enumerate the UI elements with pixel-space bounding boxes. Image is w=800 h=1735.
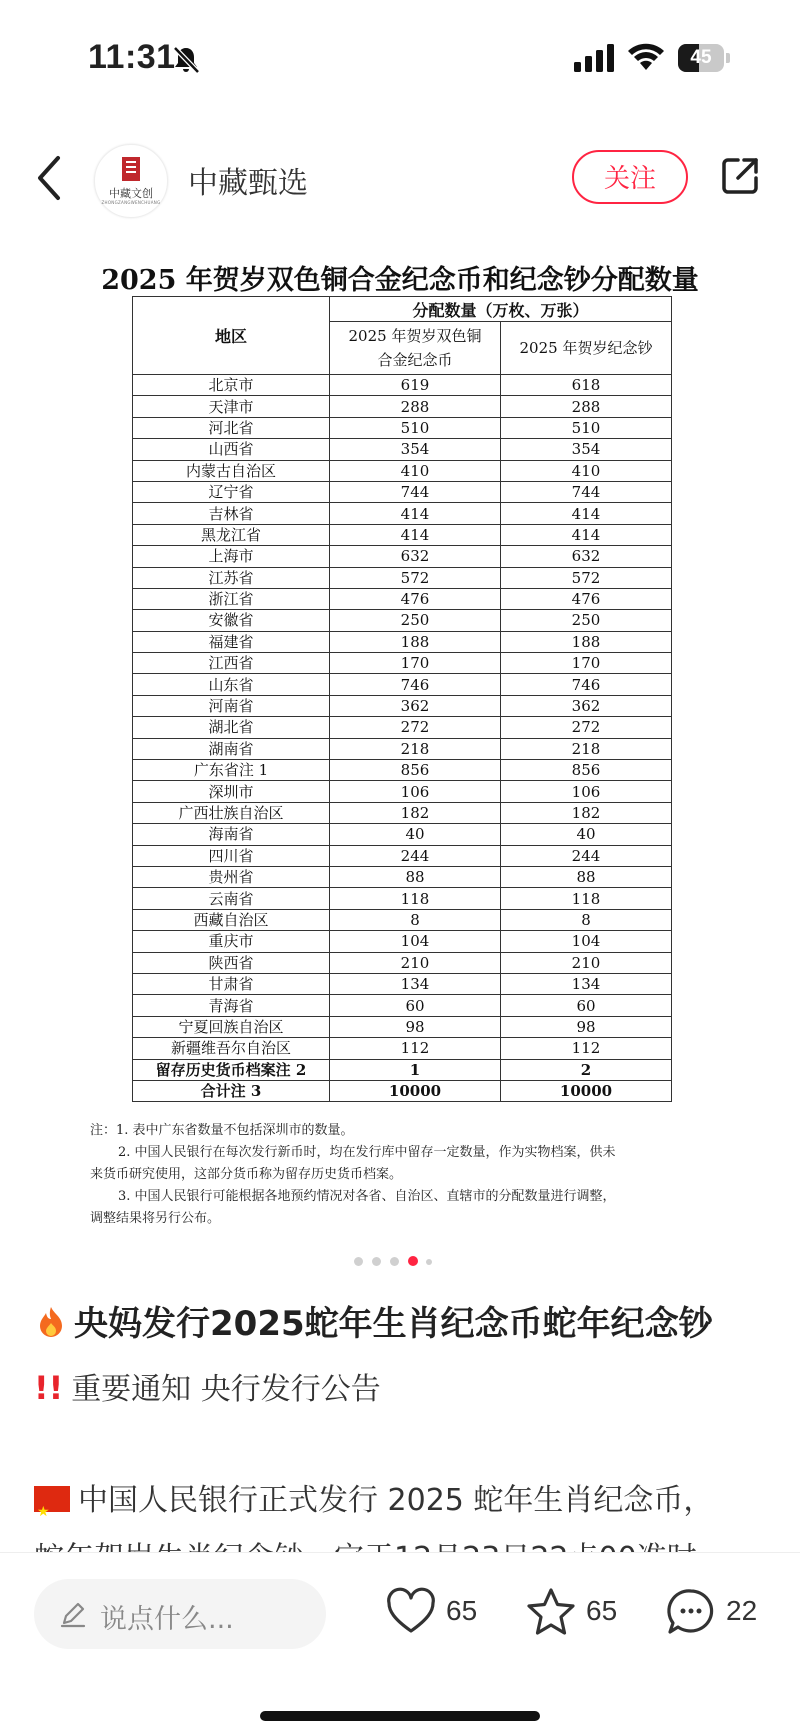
table-cell-region: 陕西省	[133, 952, 330, 973]
table-cell-note: 410	[501, 460, 672, 481]
table-row	[133, 845, 672, 866]
table-cell-coin: 98	[330, 1016, 501, 1037]
table-cell-region: 吉林省	[133, 503, 330, 524]
table-cell-region: 湖南省	[133, 738, 330, 759]
cellular-signal-icon	[574, 44, 616, 72]
table-cell-note: 112	[501, 1038, 672, 1059]
avatar-brand-text: 中藏文创	[109, 187, 153, 200]
table-cell-region: 江苏省	[133, 567, 330, 588]
table-cell-coin: 272	[330, 717, 501, 738]
table-row	[133, 931, 672, 952]
table-cell-region: 云南省	[133, 888, 330, 909]
pencil-icon	[58, 1599, 88, 1629]
table-cell-note: 182	[501, 802, 672, 823]
table-cell-coin: 60	[330, 995, 501, 1016]
table-cell-coin: 40	[330, 824, 501, 845]
table-cell-coin: 414	[330, 524, 501, 545]
table-cell-note: 244	[501, 845, 672, 866]
comment-count: 22	[726, 1595, 758, 1626]
table-cell-region: 北京市	[133, 375, 330, 396]
table-cell-note: 288	[501, 396, 672, 417]
document-title: 2025 年贺岁双色铜合金纪念币和纪念钞分配数量	[101, 265, 699, 296]
chat-bubble-icon	[664, 1585, 718, 1639]
battery-level: 45	[690, 47, 712, 68]
table-cell-region: 贵州省	[133, 866, 330, 887]
post-body: ★中国人民银行正式发行 2025 蛇年生肖纪念币，	[34, 1472, 774, 1588]
table-cell-note: 414	[501, 524, 672, 545]
table-row	[133, 995, 672, 1016]
table-cell-coin: 744	[330, 481, 501, 502]
allocation-table	[132, 296, 672, 1102]
table-cell-region: 上海市	[133, 546, 330, 567]
table-cell-coin: 619	[330, 375, 501, 396]
table-row	[133, 952, 672, 973]
table-row	[133, 781, 672, 802]
table-cell-note: 170	[501, 653, 672, 674]
table-row	[133, 802, 672, 823]
table-cell-note: 188	[501, 631, 672, 652]
table-cell-region: 留存历史货币档案注 2	[133, 1059, 330, 1080]
table-cell-coin: 10000	[330, 1080, 501, 1101]
table-cell-note: 572	[501, 567, 672, 588]
column-header-note: 2025 年贺岁纪念钞	[501, 322, 672, 375]
table-cell-region: 浙江省	[133, 588, 330, 609]
heart-icon	[384, 1585, 438, 1639]
carousel-dot	[408, 1256, 418, 1266]
table-cell-region: 重庆市	[133, 931, 330, 952]
table-cell-note: 510	[501, 417, 672, 438]
table-cell-region: 广西壮族自治区	[133, 802, 330, 823]
status-time: 11:31	[88, 38, 176, 76]
account-name[interactable]: 中藏甄选	[188, 166, 308, 201]
follow-button[interactable]: 关注	[572, 150, 688, 204]
table-cell-region: 辽宁省	[133, 481, 330, 502]
account-avatar[interactable]	[94, 144, 168, 218]
table-row	[133, 760, 672, 781]
table-cell-coin: 510	[330, 417, 501, 438]
table-cell-region: 内蒙古自治区	[133, 460, 330, 481]
column-header-region: 地区	[133, 297, 330, 375]
table-cell-note: 40	[501, 824, 672, 845]
table-cell-note: 414	[501, 503, 672, 524]
table-row	[133, 824, 672, 845]
table-cell-coin: 856	[330, 760, 501, 781]
table-cell-region: 福建省	[133, 631, 330, 652]
table-cell-coin: 244	[330, 845, 501, 866]
table-cell-note: 88	[501, 866, 672, 887]
china-flag-icon	[34, 1486, 70, 1512]
table-row	[133, 695, 672, 716]
table-cell-coin: 746	[330, 674, 501, 695]
table-row	[133, 653, 672, 674]
table-row	[133, 909, 672, 930]
table-row	[133, 1080, 672, 1101]
table-cell-region: 宁夏回族自治区	[133, 1016, 330, 1037]
table-row	[133, 460, 672, 481]
table-cell-region: 四川省	[133, 845, 330, 866]
table-cell-coin: 250	[330, 610, 501, 631]
document-notes	[90, 1120, 730, 1230]
post-title: 央妈发行2025蛇年生肖纪念币蛇年纪念钞	[34, 1296, 774, 1345]
table-cell-note: 210	[501, 952, 672, 973]
table-cell-coin: 182	[330, 802, 501, 823]
table-row	[133, 1016, 672, 1037]
post-subtitle: !! 重要通知 央行发行公告	[34, 1369, 381, 1407]
seal-logo-icon	[122, 157, 140, 181]
table-row	[133, 973, 672, 994]
table-cell-region: 西藏自治区	[133, 909, 330, 930]
table-cell-region: 合计注 3	[133, 1080, 330, 1101]
table-cell-note: 104	[501, 931, 672, 952]
table-row	[133, 567, 672, 588]
column-header-group: 分配数量（万枚、万张）	[330, 297, 672, 322]
carousel-dot	[372, 1257, 381, 1266]
table-cell-region: 河南省	[133, 695, 330, 716]
table-cell-note: 744	[501, 481, 672, 502]
table-cell-coin: 410	[330, 460, 501, 481]
table-cell-coin: 88	[330, 866, 501, 887]
note-line: 3. 中国人民银行可能根据各地预约情况对各省、自治区、直辖市的分配数量进行调整，	[118, 1189, 616, 1204]
table-cell-coin: 632	[330, 546, 501, 567]
table-row	[133, 610, 672, 631]
status-bar	[0, 0, 800, 120]
table-cell-note: 746	[501, 674, 672, 695]
table-cell-region: 黑龙江省	[133, 524, 330, 545]
table-cell-coin: 354	[330, 439, 501, 460]
table-cell-coin: 288	[330, 396, 501, 417]
table-cell-note: 354	[501, 439, 672, 460]
comment-placeholder: 说点什么...	[100, 1604, 234, 1635]
table-cell-region: 新疆维吾尔自治区	[133, 1038, 330, 1059]
table-cell-note: 60	[501, 995, 672, 1016]
table-cell-region: 深圳市	[133, 781, 330, 802]
table-cell-region: 甘肃省	[133, 973, 330, 994]
table-cell-region: 安徽省	[133, 610, 330, 631]
table-row	[133, 546, 672, 567]
table-cell-region: 湖北省	[133, 717, 330, 738]
table-cell-note: 618	[501, 375, 672, 396]
table-cell-coin: 210	[330, 952, 501, 973]
table-row	[133, 866, 672, 887]
table-cell-note: 106	[501, 781, 672, 802]
table-cell-note: 2	[501, 1059, 672, 1080]
table-cell-coin: 8	[330, 909, 501, 930]
table-cell-coin: 476	[330, 588, 501, 609]
table-row	[133, 481, 672, 502]
table-row	[133, 524, 672, 545]
table-cell-note: 10000	[501, 1080, 672, 1101]
table-cell-region: 山东省	[133, 674, 330, 695]
table-cell-coin: 572	[330, 567, 501, 588]
carousel-dot	[354, 1257, 363, 1266]
table-row	[133, 417, 672, 438]
table-cell-note: 476	[501, 588, 672, 609]
table-cell-note: 98	[501, 1016, 672, 1037]
table-row	[133, 674, 672, 695]
bell-muted-icon	[170, 44, 202, 76]
table-cell-region: 天津市	[133, 396, 330, 417]
table-row	[133, 588, 672, 609]
post-header	[0, 130, 800, 230]
star-icon	[524, 1585, 578, 1639]
table-cell-region: 江西省	[133, 653, 330, 674]
table-cell-note: 118	[501, 888, 672, 909]
table-cell-note: 272	[501, 717, 672, 738]
table-cell-region: 广东省注 1	[133, 760, 330, 781]
table-cell-coin: 170	[330, 653, 501, 674]
battery-indicator	[678, 44, 730, 72]
table-cell-note: 8	[501, 909, 672, 930]
table-cell-coin: 414	[330, 503, 501, 524]
table-cell-region: 山西省	[133, 439, 330, 460]
table-row	[133, 888, 672, 909]
table-cell-coin: 104	[330, 931, 501, 952]
like-count: 65	[446, 1595, 478, 1626]
back-arrow-icon[interactable]	[30, 152, 70, 204]
table-cell-note: 250	[501, 610, 672, 631]
table-cell-region: 海南省	[133, 824, 330, 845]
table-cell-coin: 106	[330, 781, 501, 802]
table-row	[133, 439, 672, 460]
fire-emoji-icon	[34, 1305, 68, 1339]
table-cell-coin: 218	[330, 738, 501, 759]
note-line: 注：1. 表中广东省数量不包括深圳市的数量。	[90, 1123, 354, 1138]
table-cell-coin: 118	[330, 888, 501, 909]
table-row	[133, 631, 672, 652]
table-cell-coin: 362	[330, 695, 501, 716]
table-row	[133, 375, 672, 396]
table-cell-region: 河北省	[133, 417, 330, 438]
note-line: 2. 中国人民银行在每次发行新币时，均在发行库中留存一定数量，作为实物档案，供未	[118, 1145, 616, 1160]
table-row	[133, 396, 672, 417]
note-line: 来货币研究使用，这部分货币称为留存历史货币档案。	[90, 1167, 403, 1182]
table-cell-region: 青海省	[133, 995, 330, 1016]
note-line: 调整结果将另行公布。	[90, 1211, 221, 1226]
column-header-coin: 2025 年贺岁双色铜 合金纪念币	[330, 322, 501, 375]
favorite-count: 65	[586, 1595, 618, 1626]
share-icon[interactable]	[718, 154, 762, 198]
table-cell-note: 134	[501, 973, 672, 994]
bottom-action-bar	[0, 1552, 800, 1735]
table-row	[133, 503, 672, 524]
table-row	[133, 1038, 672, 1059]
table-cell-note: 632	[501, 546, 672, 567]
carousel-dot	[426, 1259, 432, 1265]
table-row	[133, 738, 672, 759]
table-cell-coin: 112	[330, 1038, 501, 1059]
post-image-document[interactable]	[0, 240, 800, 1230]
table-cell-note: 362	[501, 695, 672, 716]
table-cell-coin: 134	[330, 973, 501, 994]
table-cell-note: 218	[501, 738, 672, 759]
home-indicator[interactable]	[260, 1711, 540, 1721]
carousel-dot	[390, 1257, 399, 1266]
table-cell-coin: 1	[330, 1059, 501, 1080]
table-cell-coin: 188	[330, 631, 501, 652]
avatar-brand-subtext: ZHONGZANGWENCHUANG	[101, 200, 161, 205]
wifi-icon	[626, 42, 666, 72]
table-row	[133, 1059, 672, 1080]
table-row	[133, 717, 672, 738]
double-exclamation-icon: !!	[34, 1369, 64, 1407]
table-cell-note: 856	[501, 760, 672, 781]
comment-input[interactable]	[34, 1579, 326, 1649]
